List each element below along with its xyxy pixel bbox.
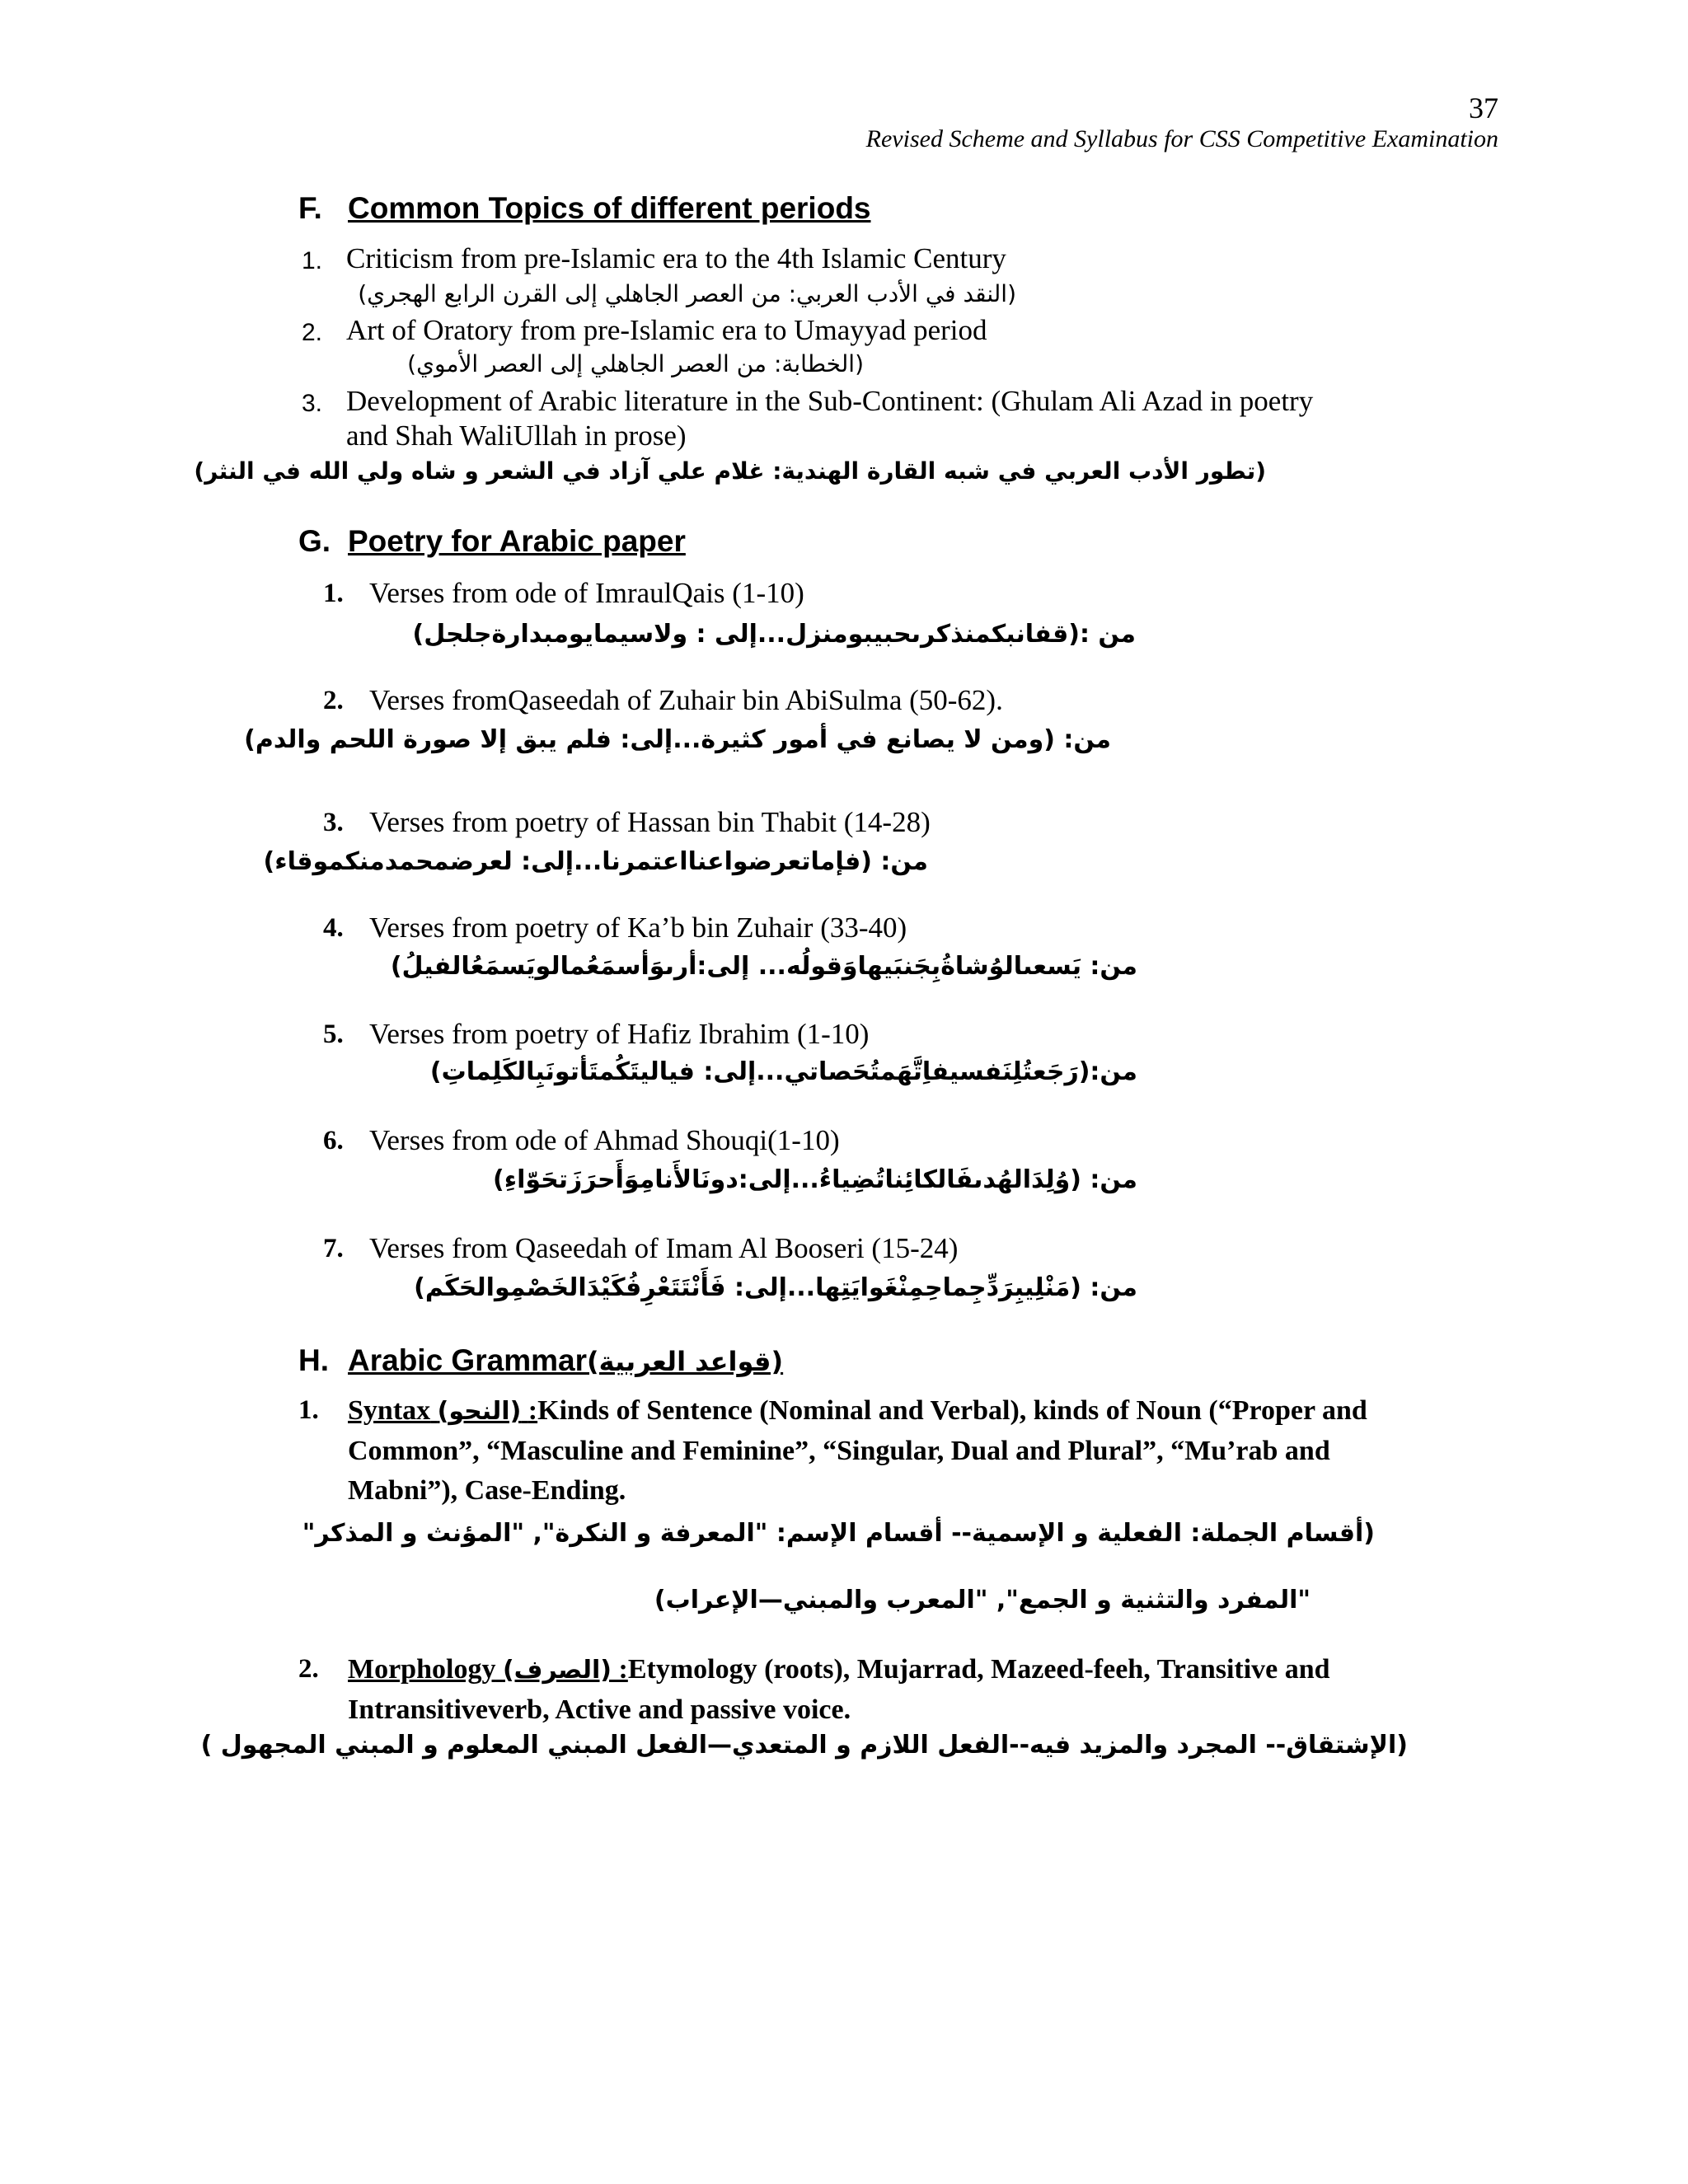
definition-line: Etymology (roots), Mujarrad, Mazeed-feeh, Transitive and [627, 1654, 1330, 1685]
definition-line: Intransitiveverb, Active and passive voice. [348, 1694, 851, 1725]
list-number: 6. [323, 1126, 344, 1155]
term-en: Morphology [348, 1654, 496, 1685]
arabic-line: (تطور الأدب العربي في شبه القارة الهندية: غلام علي آزاد في الشعر و شاه ولي الله في النثر) [194, 457, 1266, 485]
list-item-text: Verses fromQaseedah of Zuhair bin AbiSulma (50-62). [369, 684, 1003, 716]
section-letter: H. [298, 1343, 329, 1377]
section-letter: G. [298, 524, 331, 558]
list-item-text: Verses from poetry of Hafiz Ibrahim (1-10) [369, 1018, 870, 1050]
term-ar: (النحو) [437, 1397, 522, 1426]
list-item-text: Development of Arabic literature in the Sub-Continent: (Ghulam Ali Azad in poetry [346, 385, 1314, 417]
list-number: 2. [298, 1654, 319, 1684]
morphology-block [348, 1650, 1330, 1730]
arabic-line: (أقسام الجملة: الفعلية و الإسمية-- أقسام الإسم: "المعرفة و النكرة", "المؤنث و المذكر" [302, 1519, 1375, 1548]
term-en: Syntax [348, 1395, 431, 1426]
arabic-line: (الخطابة: من العصر الجاهلي إلى العصر الأموي) [407, 350, 864, 377]
list-number: 2. [302, 319, 323, 346]
section-f-heading [298, 191, 871, 226]
list-number: 5. [323, 1019, 344, 1049]
section-h-heading [298, 1343, 783, 1378]
section-title: Arabic Grammar [348, 1343, 587, 1377]
running-header: Revised Scheme and Syllabus for CSS Competitive Examination [865, 125, 1498, 152]
list-number: 1. [323, 579, 344, 608]
term-colon: : [618, 1654, 628, 1685]
list-item-text: Verses from ode of ImraulQais (1-10) [369, 577, 804, 609]
arabic-line: "المفرد والتثنية و الجمع", "المعرب والمبني—الإعراب) [654, 1586, 1311, 1615]
syntax-block [348, 1391, 1367, 1511]
list-item-text: Verses from Qaseedah of Imam Al Booseri (15-24) [369, 1232, 959, 1264]
arabic-line: من: (فإماتعرضواعنااعتمرنا...إلى: لعرضمحمدمنكموقاء) [263, 847, 928, 876]
definition-line: Kinds of Sentence (Nominal and Verbal), kinds of Noun (“Proper and [537, 1395, 1367, 1426]
list-item-text: Verses from poetry of Hassan bin Thabit (14-28) [369, 806, 931, 838]
list-number: 4. [323, 913, 344, 943]
arabic-line: من: (مَنْلِيبِرَدِّجِماحِمِنْغَوايَتِها...إلى: فَأَنْتَتَعْرِفُكَيْدَالخَصْمِوالحَكَم) [414, 1273, 1137, 1302]
list-item-text: Verses from ode of Ahmad Shouqi(1-10) [369, 1124, 840, 1156]
list-number: 1. [302, 247, 323, 274]
arabic-line: من: (وُلِدَالهُدىفَالكائِناتُضِياءُ...إلى:دونَالأَنامِوَأَحرَزَتحَوّاءِ) [493, 1165, 1137, 1194]
arabic-line: (الإشتقاق-- المجرد والمزيد فيه--الفعل اللازم و المتعدي—الفعل المبني المعلوم و المبني المجهول ) [200, 1731, 1408, 1760]
section-letter: F. [298, 191, 322, 225]
list-item-text-continued: and Shah WaliUllah in prose) [346, 419, 687, 452]
term-colon: : [528, 1395, 538, 1426]
section-title-arabic: (قواعد العربية) [586, 1346, 784, 1377]
arabic-line: من: يَسعىالوُشاةُبِجَنبَيهاوَقولُه... إلى:أرىوَأسمَعُمالويَسمَعُالفيلُ) [390, 952, 1137, 981]
definition-line: Common”, “Masculine and Feminine”, “Singular, Dual and Plural”, “Mu’rab and [348, 1436, 1330, 1466]
section-g-heading [298, 524, 686, 559]
arabic-line: (النقد في الأدب العربي: من العصر الجاهلي إلى القرن الرابع الهجري) [358, 280, 1016, 307]
list-item-text: Verses from poetry of Ka’b bin Zuhair (33-40) [369, 912, 907, 944]
arabic-line: من: (ومن لا يصانع في أمور كثيرة...إلى: فلم يبق إلا صورة اللحم والدم) [244, 725, 1111, 754]
list-number: 2. [323, 686, 344, 715]
arabic-line: من:(رَجَعتُلِنَفسيفاِتَّهَمتُحَصاتي...إلى: فياليتَكُمتَأتونَبِالكَلِماتِ) [429, 1057, 1137, 1086]
list-number: 1. [298, 1395, 319, 1425]
section-title: Common Topics of different periods [348, 191, 871, 225]
list-number: 3. [323, 808, 344, 837]
list-item-text: Criticism from pre-Islamic era to the 4th Islamic Century [346, 242, 1006, 274]
list-number: 3. [302, 390, 323, 417]
arabic-line: من :(قفانبكمنذكرىحبيبومنزل...إلى : ولاسيمايومبدارةجلجل) [412, 620, 1136, 649]
page-number: 37 [1469, 91, 1498, 124]
section-title: Poetry for Arabic paper [348, 524, 686, 558]
list-item-text: Art of Oratory from pre-Islamic era to Umayyad period [346, 314, 987, 346]
definition-line: Mabni”), Case-Ending. [348, 1475, 626, 1506]
term-ar: (الصرف) [502, 1656, 612, 1685]
list-number: 7. [323, 1234, 344, 1263]
